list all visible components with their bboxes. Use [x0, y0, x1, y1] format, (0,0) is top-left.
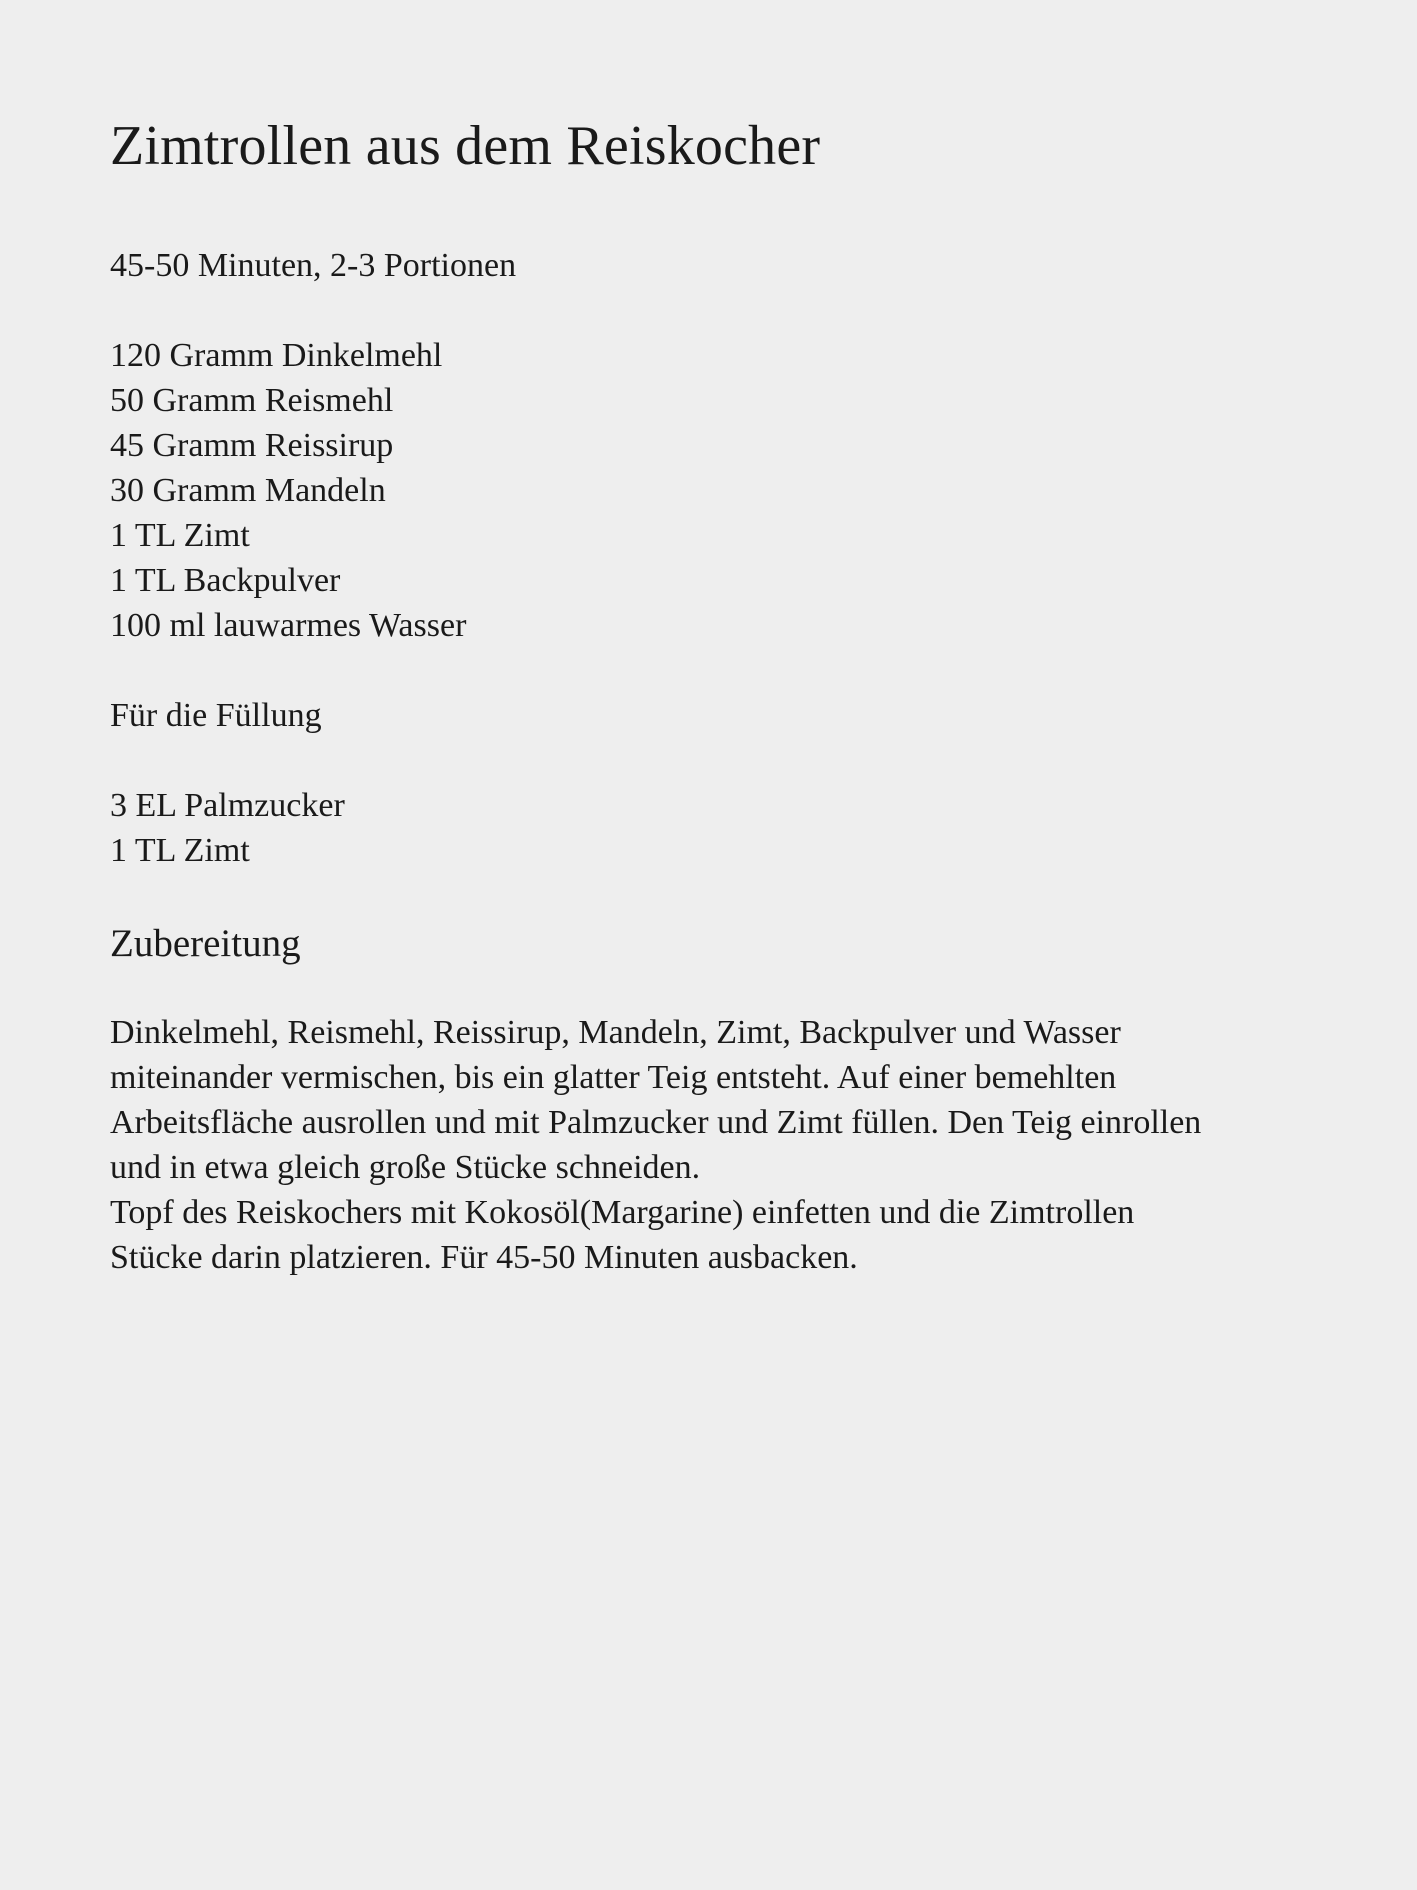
preparation-line: Arbeitsfläche ausrollen und mit Palmzucker und Zimt füllen. Den Teig einrollen: [110, 1104, 1202, 1141]
filling-list: [110, 783, 345, 873]
ingredient-item: 45 Gramm Reissirup: [110, 427, 394, 464]
ingredient-item: 1 TL Zimt: [110, 517, 250, 554]
ingredients-list: [110, 333, 466, 648]
preparation-heading: Zubereitung: [110, 922, 301, 965]
ingredient-item: 120 Gramm Dinkelmehl: [110, 337, 443, 374]
preparation-line: miteinander vermischen, bis ein glatter Teig entsteht. Auf einer bemehlten: [110, 1059, 1117, 1096]
preparation-line: Stücke darin platzieren. Für 45-50 Minuten ausbacken.: [110, 1239, 858, 1276]
preparation-text: [110, 1010, 1335, 1280]
filling-item: 3 EL Palmzucker: [110, 787, 345, 824]
ingredient-item: 50 Gramm Reismehl: [110, 382, 394, 419]
filling-heading: Für die Füllung: [110, 697, 322, 734]
ingredient-item: 100 ml lauwarmes Wasser: [110, 607, 467, 644]
recipe-meta: 45-50 Minuten, 2-3 Portionen: [110, 247, 517, 284]
ingredient-item: 30 Gramm Mandeln: [110, 472, 386, 509]
preparation-line: Dinkelmehl, Reismehl, Reissirup, Mandeln, Zimt, Backpulver und Wasser: [110, 1014, 1121, 1051]
ingredient-item: 1 TL Backpulver: [110, 562, 341, 599]
page-title: Zimtrollen aus dem Reiskocher: [110, 115, 821, 177]
preparation-line: und in etwa gleich große Stücke schneiden.: [110, 1149, 701, 1186]
filling-item: 1 TL Zimt: [110, 832, 250, 869]
preparation-line: Topf des Reiskochers mit Kokosöl(Margarine) einfetten und die Zimtrollen: [110, 1194, 1135, 1231]
